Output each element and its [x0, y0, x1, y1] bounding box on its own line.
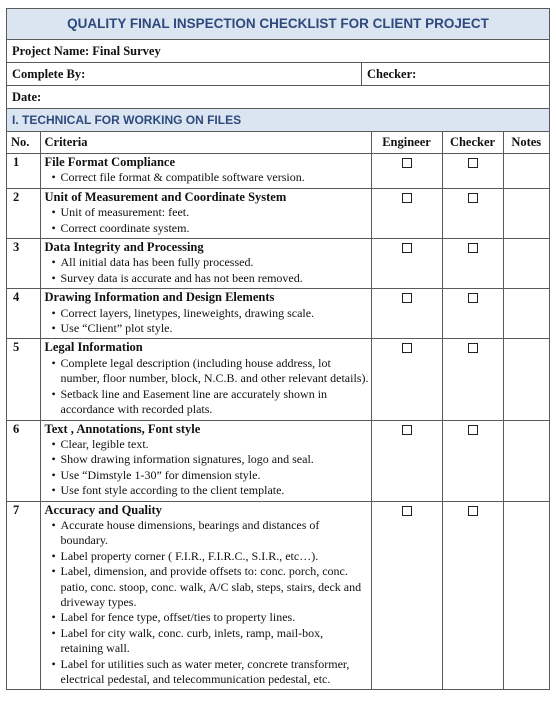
header-checker: Checker — [442, 132, 503, 154]
criteria-bullet: • Show drawing information signatures, logo and seal. — [61, 452, 369, 467]
engineer-checkbox[interactable] — [402, 343, 412, 353]
criteria-bullet: • Survey data is accurate and has not been removed. — [61, 271, 369, 286]
checker-checkbox[interactable] — [468, 343, 478, 353]
criteria-title: Accuracy and Quality — [44, 502, 162, 517]
engineer-check-cell — [371, 188, 442, 238]
checker-check-cell — [442, 188, 503, 238]
engineer-check-cell — [371, 239, 442, 289]
criteria-title: Legal Information — [44, 340, 143, 355]
criteria-title: Text , Annotations, Font style — [44, 421, 201, 436]
notes-cell[interactable] — [503, 339, 549, 420]
engineer-check-cell — [371, 289, 442, 339]
criteria-bullet: • Label for city walk, conc. curb, inlets, ramp, mail-box, retaining wall. — [61, 626, 369, 657]
checker-check-cell — [442, 420, 503, 501]
notes-cell[interactable] — [503, 154, 549, 189]
criteria-bullet: • Complete legal description (including house address, lot number, floor number, block, N.C.B. and other relevant details). — [61, 356, 369, 387]
table-row — [7, 239, 549, 289]
table-row — [7, 420, 549, 501]
header-notes: Notes — [503, 132, 549, 154]
engineer-checkbox[interactable] — [402, 425, 412, 435]
item-number: 6 — [7, 420, 40, 501]
date-field[interactable]: Date: — [7, 86, 549, 109]
criteria-bullet: • Correct coordinate system. — [61, 221, 369, 236]
criteria-title: Data Integrity and Processing — [44, 240, 204, 255]
engineer-check-cell — [371, 420, 442, 501]
criteria-bullet: • Use “Dimstyle 1-30” for dimension style. — [61, 468, 369, 483]
criteria-bullets — [45, 518, 369, 687]
engineer-check-cell — [371, 154, 442, 189]
criteria-bullets — [45, 170, 369, 185]
complete-by-row — [7, 63, 549, 86]
table-row — [7, 188, 549, 238]
checker-checkbox[interactable] — [468, 506, 478, 516]
criteria-cell — [40, 239, 371, 289]
criteria-bullet: • Label property corner ( F.I.R., F.I.R.C., S.I.R., etc…). — [61, 549, 369, 564]
checker-check-cell — [442, 154, 503, 189]
criteria-cell — [40, 339, 371, 420]
criteria-bullets — [45, 205, 369, 236]
item-number: 2 — [7, 188, 40, 238]
criteria-bullet: • Label for utilities such as water meter, concrete transformer, electrical pedestal, and telecommunication pedestal, etc. — [61, 657, 369, 688]
notes-cell[interactable] — [503, 239, 549, 289]
criteria-bullets — [45, 437, 369, 499]
item-number: 1 — [7, 154, 40, 189]
project-name-row: Project Name: Final Survey — [7, 40, 549, 63]
criteria-cell — [40, 501, 371, 689]
engineer-checkbox[interactable] — [402, 243, 412, 253]
item-number: 7 — [7, 501, 40, 689]
item-number: 3 — [7, 239, 40, 289]
checker-field[interactable]: Checker: — [367, 67, 417, 81]
criteria-table — [7, 132, 549, 689]
engineer-checkbox[interactable] — [402, 193, 412, 203]
checker-checkbox[interactable] — [468, 193, 478, 203]
criteria-bullets — [45, 306, 369, 337]
criteria-cell — [40, 289, 371, 339]
criteria-cell — [40, 420, 371, 501]
criteria-bullet: • Correct layers, linetypes, lineweights, drawing scale. — [61, 306, 369, 321]
checker-checkbox[interactable] — [468, 293, 478, 303]
criteria-bullet: • Unit of measurement: feet. — [61, 205, 369, 220]
engineer-check-cell — [371, 339, 442, 420]
criteria-title: File Format Compliance — [44, 155, 176, 169]
header-engineer: Engineer — [371, 132, 442, 154]
item-number: 5 — [7, 339, 40, 420]
header-no: No. — [7, 132, 40, 154]
checklist-sheet — [6, 8, 550, 690]
criteria-bullet: • Setback line and Easement line are accurately shown in accordance with recorded plats. — [61, 387, 369, 418]
table-row — [7, 289, 549, 339]
checker-checkbox[interactable] — [468, 425, 478, 435]
criteria-bullets — [45, 255, 369, 286]
criteria-bullet: • Correct file format & compatible software version. — [61, 170, 369, 185]
criteria-title: Drawing Information and Design Elements — [44, 290, 275, 305]
checker-check-cell — [442, 239, 503, 289]
criteria-bullet: • Accurate house dimensions, bearings and distances of boundary. — [61, 518, 369, 549]
engineer-checkbox[interactable] — [402, 506, 412, 516]
header-criteria: Criteria — [40, 132, 371, 154]
criteria-cell — [40, 188, 371, 238]
criteria-bullet: • Use font style according to the client template. — [61, 483, 369, 498]
engineer-checkbox[interactable] — [402, 293, 412, 303]
criteria-title: Unit of Measurement and Coordinate System — [44, 189, 287, 204]
criteria-bullet: • Label, dimension, and provide offsets to: conc. porch, conc. patio, conc. stoop, conc. walk, A/C slab, steps, stairs, deck and driveway types. — [61, 564, 369, 610]
table-row — [7, 154, 549, 189]
notes-cell[interactable] — [503, 420, 549, 501]
criteria-bullet: • All initial data has been fully processed. — [61, 255, 369, 270]
section-heading: I. TECHNICAL FOR WORKING ON FILES — [7, 109, 549, 132]
criteria-bullet: • Use “Client” plot style. — [61, 321, 369, 336]
engineer-checkbox[interactable] — [402, 158, 412, 168]
table-row — [7, 339, 549, 420]
table-row — [7, 501, 549, 689]
checker-checkbox[interactable] — [468, 243, 478, 253]
engineer-check-cell — [371, 501, 442, 689]
checker-check-cell — [442, 339, 503, 420]
criteria-bullet: • Label for fence type, offset/ties to property lines. — [61, 610, 369, 625]
criteria-cell — [40, 154, 371, 189]
complete-by-field[interactable]: Complete By: — [7, 63, 362, 85]
criteria-bullets — [45, 356, 369, 418]
checker-check-cell — [442, 289, 503, 339]
notes-cell[interactable] — [503, 501, 549, 689]
document-title: QUALITY FINAL INSPECTION CHECKLIST FOR CLIENT PROJECT — [7, 9, 549, 40]
checker-check-cell — [442, 501, 503, 689]
notes-cell[interactable] — [503, 289, 549, 339]
criteria-bullet: • Clear, legible text. — [61, 437, 369, 452]
item-number: 4 — [7, 289, 40, 339]
notes-cell[interactable] — [503, 188, 549, 238]
checker-checkbox[interactable] — [468, 158, 478, 168]
